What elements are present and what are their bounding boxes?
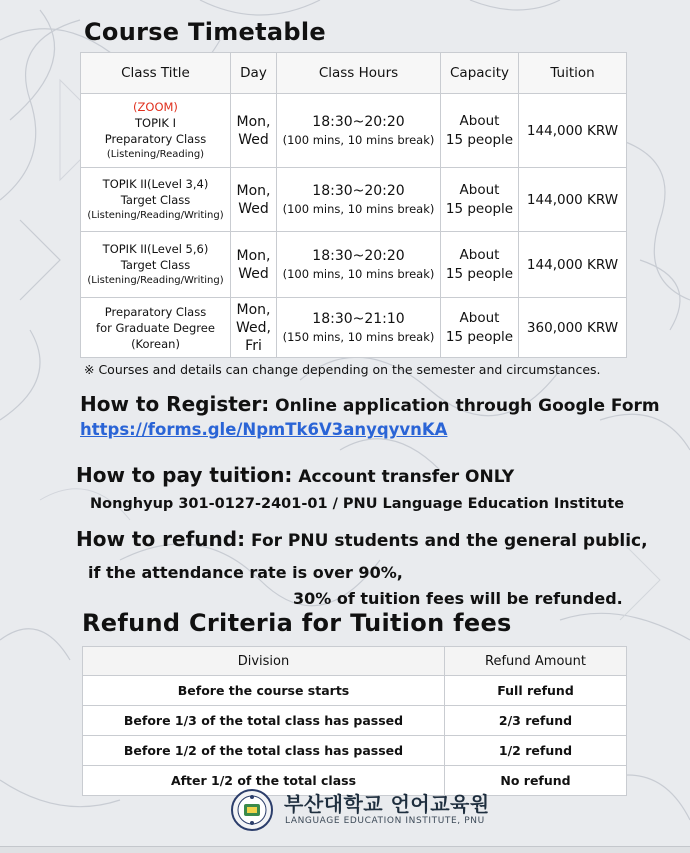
class-title-sub: (Listening/Reading): [106, 148, 205, 160]
tuition-cell: 144,000 KRW: [519, 94, 627, 168]
capacity-cell: [441, 298, 519, 358]
refund-table-header: [83, 647, 627, 676]
course-table-header: [81, 53, 627, 94]
day-line: Wed: [238, 200, 269, 217]
table-row: [83, 676, 627, 706]
col-header-class-hours: Class Hours: [277, 53, 441, 94]
refund-heading: [76, 527, 648, 551]
capacity-line: About: [459, 309, 500, 326]
table-row: [83, 736, 627, 766]
capacity-cell: [441, 94, 519, 168]
capacity-cell: [441, 168, 519, 232]
col-header-class-title: Class Title: [81, 53, 231, 94]
refund-amount-cell: 1/2 refund: [445, 736, 627, 766]
class-title-cell: [81, 94, 231, 168]
capacity-cell: [441, 232, 519, 298]
capacity-line: 15 people: [445, 200, 514, 217]
table-row: [81, 298, 627, 358]
hours-sub: (100 mins, 10 mins break): [282, 133, 435, 147]
capacity-line: About: [459, 181, 500, 198]
day-cell: [231, 298, 277, 358]
institute-logo: [230, 786, 490, 832]
division-cell: Before 1/2 of the total class has passed: [83, 736, 445, 766]
refund-amount-cell: 2/3 refund: [445, 706, 627, 736]
day-cell: [231, 232, 277, 298]
hours-sub: (100 mins, 10 mins break): [282, 202, 435, 216]
university-seal-icon: [230, 788, 274, 832]
payment-lead: How to pay tuition:: [76, 463, 293, 487]
class-hours-cell: [277, 168, 441, 232]
class-hours-cell: [277, 298, 441, 358]
payment-heading: [76, 463, 514, 487]
institute-name-korean: 부산대학교 언어교육원: [284, 792, 490, 816]
refund-amount-cell: No refund: [445, 766, 627, 796]
class-title-line: TOPIK I: [135, 115, 176, 130]
class-title-cell: [81, 232, 231, 298]
day-cell: [231, 168, 277, 232]
course-change-note: ※ Courses and details can change depending on the semester and circumstances.: [84, 362, 601, 377]
hours-main: 18:30~20:20: [312, 248, 405, 264]
capacity-line: 15 people: [445, 265, 514, 282]
tuition-cell: 144,000 KRW: [519, 168, 627, 232]
day-line: Wed: [238, 131, 269, 148]
col-header-division: Division: [83, 647, 445, 676]
register-lead: How to Register:: [80, 392, 270, 416]
class-hours-cell: [277, 232, 441, 298]
refund-amount-cell: Full refund: [445, 676, 627, 706]
refund-criteria-table: [82, 646, 627, 796]
tuition-cell: 144,000 KRW: [519, 232, 627, 298]
bank-account-info: Nonghyup 301-0127-2401-01 / PNU Language Education Institute: [90, 496, 625, 512]
table-row: [81, 232, 627, 298]
class-title-cell: [81, 298, 231, 358]
col-header-tuition: Tuition: [519, 53, 627, 94]
hours-main: 18:30~20:20: [312, 183, 405, 199]
zoom-tag: (ZOOM): [133, 99, 178, 114]
day-line: Fri: [245, 337, 262, 354]
refund-lead: How to refund:: [76, 527, 246, 551]
day-line: Mon,: [236, 301, 271, 318]
payment-text: Account transfer ONLY: [292, 467, 515, 487]
refund-condition: if the attendance rate is over 90%,: [88, 563, 403, 582]
institute-name-english: LANGUAGE EDUCATION INSTITUTE, PNU: [285, 816, 485, 826]
class-title-line: TOPIK II(Level 3,4): [102, 176, 209, 191]
class-title-line: for Graduate Degree: [96, 320, 215, 335]
day-line: Mon,: [236, 247, 271, 264]
hours-main: 18:30~20:20: [312, 114, 405, 130]
class-title-line: (Korean): [131, 336, 180, 351]
class-title-line: TOPIK II(Level 5,6): [102, 241, 209, 256]
table-row: [83, 706, 627, 736]
course-timetable: [80, 52, 627, 358]
refund-text: For PNU students and the general public,: [245, 531, 648, 551]
class-title-sub: (Listening/Reading/Writing): [87, 209, 224, 221]
col-header-capacity: Capacity: [441, 53, 519, 94]
day-line: Mon,: [236, 113, 271, 130]
class-title-line: Target Class: [120, 192, 191, 207]
capacity-line: About: [459, 246, 500, 263]
day-line: Mon,: [236, 182, 271, 199]
division-cell: After 1/2 of the total class: [83, 766, 445, 796]
table-row: [81, 168, 627, 232]
register-heading: [80, 392, 660, 416]
hours-sub: (150 mins, 10 mins break): [282, 330, 435, 344]
refund-result: 30% of tuition fees will be refunded.: [293, 589, 623, 608]
col-header-day: Day: [231, 53, 277, 94]
class-title-line: Preparatory Class: [104, 304, 207, 319]
day-line: Wed: [238, 265, 269, 282]
refund-criteria-title: Refund Criteria for Tuition fees: [82, 609, 512, 637]
division-cell: Before 1/3 of the total class has passed: [83, 706, 445, 736]
capacity-line: 15 people: [445, 328, 514, 345]
google-form-link[interactable]: https://forms.gle/NpmTk6V3anyqyvnKA: [80, 420, 448, 439]
hours-main: 18:30~21:10: [312, 311, 405, 327]
class-hours-cell: [277, 94, 441, 168]
capacity-line: 15 people: [445, 131, 514, 148]
day-cell: [231, 94, 277, 168]
col-header-refund-amount: Refund Amount: [445, 647, 627, 676]
register-text: Online application through Google Form: [269, 396, 660, 416]
class-title-line: Preparatory Class: [104, 131, 207, 146]
class-title-sub: (Listening/Reading/Writing): [87, 274, 224, 286]
class-title-line: Target Class: [120, 257, 191, 272]
day-line: Wed,: [236, 319, 271, 336]
course-timetable-title: Course Timetable: [84, 18, 326, 46]
capacity-line: About: [459, 112, 500, 129]
division-cell: Before the course starts: [83, 676, 445, 706]
tuition-cell: 360,000 KRW: [519, 298, 627, 358]
hours-sub: (100 mins, 10 mins break): [282, 267, 435, 281]
table-row: [81, 94, 627, 168]
class-title-cell: [81, 168, 231, 232]
